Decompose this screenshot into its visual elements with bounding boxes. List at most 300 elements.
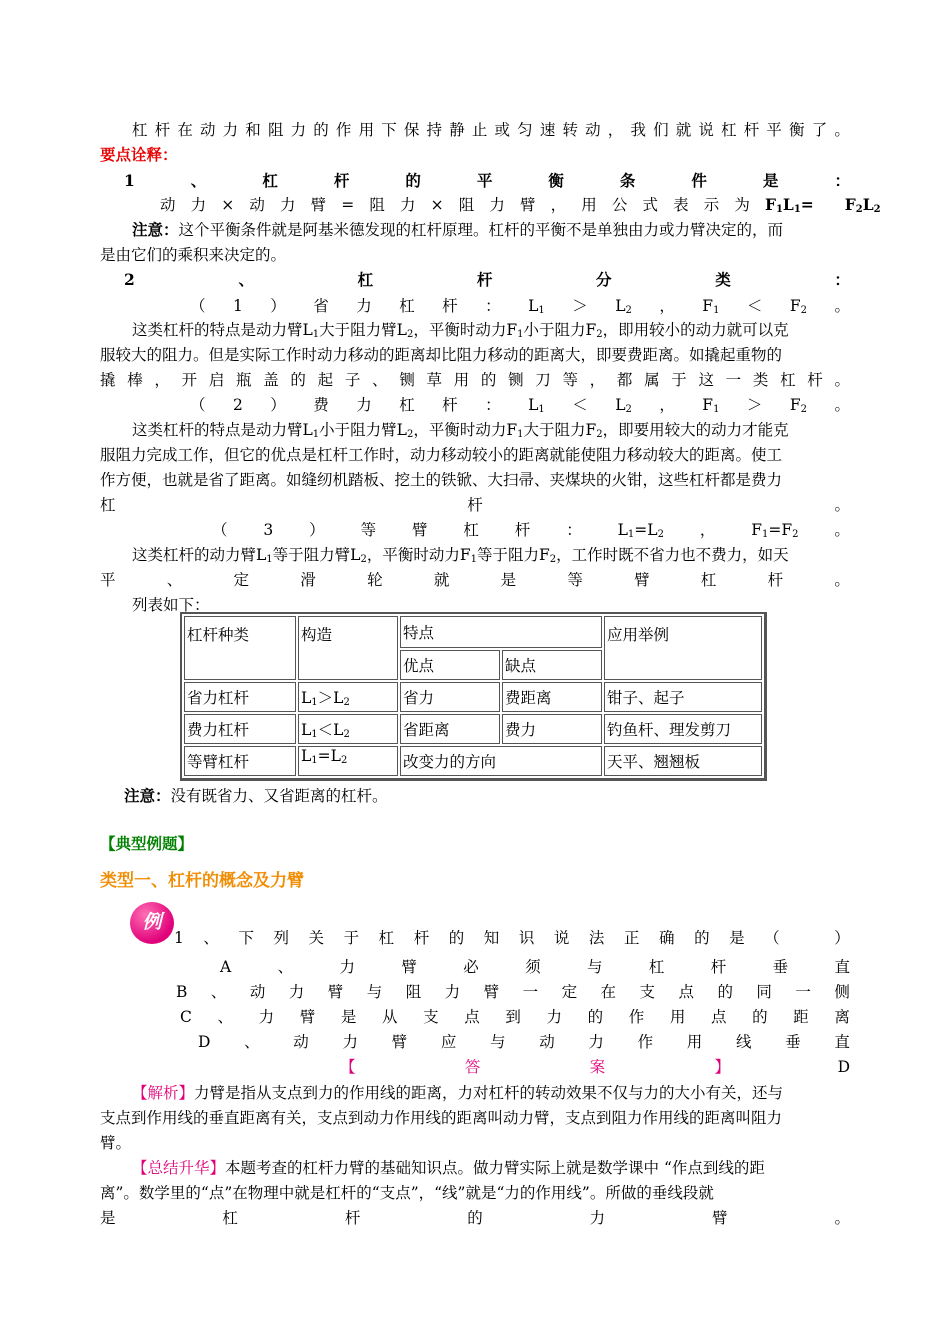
lever-table	[180, 612, 767, 781]
text-char: 法	[588, 929, 605, 947]
text-char: 的	[752, 1008, 768, 1026]
summary-label: 【总结升华】	[132, 1159, 226, 1177]
text-char: （	[190, 396, 206, 414]
text-char: 等	[360, 521, 377, 539]
answer-label	[340, 1055, 730, 1079]
text-char: 案	[589, 1058, 606, 1076]
text-char: 件	[691, 171, 707, 190]
text-char: $F_1$	[702, 297, 720, 316]
text-char: 垂	[785, 1033, 801, 1051]
text-char: ＜	[572, 396, 588, 414]
text-char: 是	[762, 171, 779, 190]
text-char: 杠	[132, 121, 148, 139]
header-app: 应用举例	[604, 616, 762, 680]
text-char: ）	[834, 929, 850, 947]
cell-dis: 费力	[502, 714, 602, 744]
option-c	[180, 1005, 850, 1029]
text-char: 须	[525, 958, 541, 976]
text-char: 示	[703, 196, 720, 214]
text-char: 支	[639, 983, 656, 1001]
text-char: 阻	[267, 121, 284, 139]
text-char: 杆	[442, 297, 458, 315]
table-intro: 列表如下：	[132, 596, 210, 614]
text-char: 们	[653, 121, 669, 139]
text-char: 】	[714, 1058, 730, 1076]
text-char: 杠	[357, 270, 374, 289]
text-char: 杆	[154, 121, 171, 139]
text-char: $L_2$	[615, 297, 632, 316]
text-char: A	[220, 958, 232, 976]
text-char: 这	[698, 371, 714, 389]
question-line	[174, 926, 850, 950]
text-char: 力	[444, 983, 461, 1001]
text-char: 在	[600, 983, 617, 1001]
text-char: 用	[669, 1008, 686, 1026]
text-char: （	[764, 929, 780, 947]
text-char: 平	[766, 121, 782, 139]
cell-adv: 省力	[400, 682, 500, 712]
text-char: ）	[270, 396, 286, 414]
class-3-desc-2	[100, 568, 850, 592]
text-char: 是	[500, 571, 517, 589]
text-char: 。	[834, 571, 850, 589]
text-char: 定	[233, 571, 250, 589]
text-char: 一	[795, 983, 811, 1001]
text-char: 属	[644, 371, 660, 389]
text-char: 和	[245, 121, 261, 139]
text-char: 止	[471, 121, 488, 139]
text-char: 列	[273, 929, 290, 947]
text-char: $F_1$	[702, 396, 720, 415]
text-char: 是	[340, 1008, 357, 1026]
text-char: ）	[309, 521, 325, 539]
text-char: 力	[399, 196, 416, 214]
note-label: 注意：	[124, 786, 171, 805]
text-char: 的	[448, 929, 465, 947]
cell-dis: 费距离	[502, 682, 602, 712]
section-title: 【典型例题】	[100, 834, 194, 853]
text-char: 阻	[369, 196, 385, 214]
text-char: 点	[678, 983, 694, 1001]
text-char: 杆	[807, 371, 823, 389]
text-char: 于	[343, 929, 360, 947]
text-char: 杠	[100, 496, 116, 514]
text-char: 距	[793, 1008, 809, 1026]
text-char: 杠	[399, 396, 415, 414]
text-char: 杠	[700, 571, 717, 589]
definition-text	[132, 118, 850, 142]
text-char: 离	[834, 1008, 850, 1026]
cell-struct: $L_1>L_2$	[298, 682, 398, 712]
text-char: 力	[589, 1209, 606, 1227]
text-char: 等	[562, 371, 578, 389]
note-1	[132, 218, 850, 242]
text-char: C	[180, 1008, 192, 1026]
note-label: 注意：	[132, 220, 179, 239]
text-char: 。	[834, 371, 850, 389]
analysis-label: 【解析】	[132, 1084, 195, 1102]
condition-heading	[124, 169, 850, 193]
text-char: 杠	[721, 121, 737, 139]
note-2	[124, 784, 874, 808]
text-char: 应	[440, 1033, 457, 1051]
text-char: 瓶	[236, 371, 252, 389]
option-a	[220, 955, 850, 979]
note-1-cont: 是由它们的乘积来决定的。	[100, 246, 287, 264]
text-char: 确	[659, 929, 675, 947]
text-char: 杆	[467, 496, 483, 514]
table-row	[184, 746, 762, 776]
text-char: 臂	[310, 196, 327, 214]
text-char: 从	[381, 1008, 398, 1026]
text-char: 直	[834, 1033, 850, 1051]
text-char: （	[212, 521, 228, 539]
text-char: D	[198, 1033, 211, 1051]
text-char: 臂	[483, 983, 500, 1001]
header-dis: 缺点	[502, 650, 602, 680]
text-char: 费	[313, 396, 329, 414]
cell-app: 钳子、起子	[604, 682, 762, 712]
text-char: 阻	[405, 983, 422, 1001]
text-char: 杠	[780, 371, 796, 389]
text-char: 臂	[712, 1209, 728, 1227]
text-char: ＞	[746, 396, 763, 414]
text-char: 1	[174, 929, 184, 947]
text-char: 转	[562, 121, 578, 139]
text-char: 力	[342, 1033, 358, 1051]
classification-heading	[124, 268, 850, 292]
formula-left: $F_1L_1=$	[764, 195, 814, 215]
text-char: $L_1$	[528, 396, 545, 415]
text-char: 力	[489, 196, 505, 214]
header-feature: 特点	[400, 616, 602, 648]
text-char: 下	[238, 929, 254, 947]
text-char: 点	[464, 1008, 480, 1026]
text-char: 识	[518, 929, 535, 947]
class-2-desc-2: 服阻力完成工作，但它的优点是杠杆工作时，动力移动较小的距离就能使阻力移动较大的距离。使工	[100, 446, 783, 464]
text-char: 杆	[413, 929, 430, 947]
text-char: （	[190, 297, 206, 315]
text-char: 匀	[517, 121, 533, 139]
text-char: B	[176, 983, 188, 1001]
text-char: 保	[403, 121, 420, 139]
text-char: ：	[834, 270, 850, 289]
text-char: 、	[166, 571, 183, 589]
text-char: 1	[124, 171, 135, 190]
text-char: $L_1$	[528, 297, 545, 316]
text-char: 用	[358, 121, 375, 139]
text-char: 力	[356, 396, 372, 414]
text-char: 动	[249, 196, 265, 214]
analysis-3: 臂。	[100, 1134, 132, 1152]
text-char: 棒	[127, 371, 143, 389]
example-badge-icon: 例	[130, 902, 174, 944]
cell-app: 天平、翘翘板	[604, 746, 762, 776]
text-char: 力	[339, 958, 355, 976]
text-char: 与	[490, 1033, 506, 1051]
text-char: ：	[485, 396, 501, 414]
text-char: 撬	[100, 371, 116, 389]
text-char: 定	[561, 983, 578, 1001]
text-char: 、	[244, 1033, 260, 1051]
text-char: ，	[659, 396, 675, 414]
text-char: 就	[433, 571, 450, 589]
text-char: ，	[607, 121, 624, 139]
text-char: 的	[290, 371, 306, 389]
text-char: 启	[208, 371, 225, 389]
text-char: 类	[752, 371, 769, 389]
text-char: $L_2$	[615, 396, 632, 415]
text-char: 铡	[399, 371, 415, 389]
text-char: 。	[834, 1209, 850, 1227]
text-char: 速	[539, 121, 556, 139]
text-char: 是	[100, 1209, 116, 1227]
text-char: 了	[811, 121, 828, 139]
text-char: ）	[270, 297, 286, 315]
note-2-text: 没有既省力、又省距离的杠杆。	[170, 787, 388, 805]
text-char: 直	[834, 958, 850, 976]
summary-2: 离”。数学里的“点”在物理中就是杠杆的“支点”，“线”就是“力的作用线”。所做的垂线段就	[100, 1184, 714, 1202]
text-char: 盖	[263, 371, 279, 389]
formula-text	[160, 193, 750, 217]
text-char: 表	[673, 196, 689, 214]
text-char: 、	[217, 1008, 233, 1026]
text-char: ，	[154, 371, 170, 389]
text-char: 与	[586, 958, 603, 976]
text-char: 。	[834, 121, 850, 139]
text-char: 2	[124, 270, 135, 289]
text-char: 知	[483, 929, 500, 947]
text-char: 式	[642, 196, 658, 214]
text-char: 杆	[743, 121, 760, 139]
class-1-desc-3	[100, 368, 850, 392]
text-char: 起	[317, 371, 334, 389]
text-char: 力	[290, 121, 307, 139]
text-char: 铡	[508, 371, 524, 389]
text-char: 。	[834, 297, 850, 315]
cell-type: 等臂杠杆	[184, 746, 296, 776]
text-char: 1	[232, 297, 243, 315]
text-char: 的	[717, 983, 733, 1001]
text-char: 平	[100, 571, 116, 589]
class-1-desc-2: 服较大的阻力。但是实际工作时动力移动的距离却比阻力移动的距离大，即要费距离。如撬起重物的	[100, 346, 783, 364]
text-char: 用	[686, 1033, 703, 1051]
text-char: ：	[834, 171, 850, 190]
cell-adv: 省距离	[400, 714, 500, 744]
text-char: 杆	[476, 270, 493, 289]
key-points-title: 要点诠释：	[100, 145, 178, 164]
text-char: ×	[221, 196, 235, 214]
text-char: 、	[277, 958, 294, 976]
text-char: 点	[710, 1008, 727, 1026]
analysis-1	[132, 1081, 850, 1105]
text-char: 作	[637, 1033, 654, 1051]
header-adv: 优点	[400, 650, 500, 680]
text-char: 于	[671, 371, 687, 389]
text-char: 、	[190, 171, 207, 190]
text-char: ，	[550, 196, 567, 214]
text-char: 草	[426, 371, 442, 389]
formula-right: $F_2L_2$	[844, 195, 881, 215]
text-char: 开	[181, 371, 198, 389]
answer-line	[340, 1055, 850, 1079]
text-char: 答	[464, 1058, 481, 1076]
text-char: ：	[566, 521, 582, 539]
text-char: ，	[659, 297, 675, 315]
text-char: ＜	[746, 297, 763, 315]
text-char: 杠	[399, 297, 415, 315]
table-row	[184, 682, 762, 712]
text-char: 臂	[411, 521, 428, 539]
text-char: 与	[366, 983, 383, 1001]
text-char: 类	[715, 270, 731, 289]
text-char: 、	[203, 929, 219, 947]
analysis-text: 力臂是指从支点到力的作用线的距离，力对杠杆的转动效果不仅与力的大小有关，还与	[194, 1084, 784, 1102]
text-char: 条	[619, 171, 636, 190]
text-char: 动	[199, 121, 216, 139]
summary-3	[100, 1206, 850, 1230]
cell-app: 钓鱼杆、理发剪刀	[604, 714, 762, 744]
text-char: 力	[190, 196, 207, 214]
text-char: 静	[449, 121, 465, 139]
text-char: 等	[567, 571, 583, 589]
text-char: 的	[467, 1209, 483, 1227]
text-char: 的	[480, 371, 497, 389]
text-char: 说	[698, 121, 714, 139]
summary-text: 本题考查的杠杆力臂的基础知识点。做力臂实际上就是数学课中 “作点到线的距	[225, 1159, 765, 1177]
text-char: 到	[505, 1008, 521, 1026]
text-char: 的	[313, 121, 329, 139]
text-char: 臂	[391, 1033, 408, 1051]
text-char: 。	[834, 521, 850, 539]
cell-feature: 改变力的方向	[400, 746, 602, 776]
text-char: 、	[210, 983, 227, 1001]
text-char: 力	[588, 1033, 604, 1051]
text-char: 动	[539, 1033, 555, 1051]
text-char: 就	[675, 121, 692, 139]
summary-1	[132, 1156, 850, 1180]
text-char: 子	[344, 371, 361, 389]
text-char: $F_1=F_2$	[751, 521, 799, 540]
text-char: ，	[699, 521, 716, 539]
text-char: 。	[834, 396, 850, 414]
header-type: 杠杆种类	[184, 616, 296, 680]
text-char: 杠	[648, 958, 665, 976]
text-char: 力	[222, 121, 239, 139]
text-char: 。	[834, 496, 850, 514]
text-char: 公	[611, 196, 628, 214]
text-char: 、	[238, 270, 254, 289]
text-char: 杆	[333, 171, 350, 190]
text-char: 或	[494, 121, 511, 139]
text-char: ：	[485, 297, 501, 315]
text-char: 力	[258, 1008, 275, 1026]
text-char: 持	[426, 121, 443, 139]
text-char: 一	[522, 983, 539, 1001]
text-char: 杠	[222, 1209, 238, 1227]
text-char: 杆	[710, 958, 727, 976]
text-char: 力	[288, 983, 305, 1001]
text-char: 臂	[519, 196, 536, 214]
text-char: 用	[581, 196, 597, 214]
table-row	[184, 714, 762, 744]
text-char: 侧	[834, 983, 850, 1001]
text-char: 动	[293, 1033, 309, 1051]
cell-type: 省力杠杆	[184, 682, 296, 712]
cell-struct: $L_1=L_2$	[298, 746, 398, 776]
text-char: 动	[160, 196, 176, 214]
text-char: 关	[308, 929, 325, 947]
text-char: 动	[585, 121, 601, 139]
text-char: 臂	[634, 571, 650, 589]
text-char: 是	[729, 929, 745, 947]
text-char: 衡	[789, 121, 805, 139]
text-char: 为	[734, 196, 750, 214]
text-char: 说	[553, 929, 570, 947]
text-char: 的	[405, 171, 421, 190]
text-char: 一	[725, 371, 742, 389]
header-struct: 构造	[298, 616, 398, 680]
text-char: 杆	[514, 521, 531, 539]
text-char: $F_2$	[789, 396, 807, 415]
class-2-desc-1: 这类杠杆的特点是动力臂$L_1$小于阻力臂$L_2$，平衡时动力$F_1$大于阻力$F_2$，即要用较大的动力才能克	[132, 421, 789, 440]
text-char: 作	[628, 1008, 645, 1026]
text-char: 力	[546, 1008, 562, 1026]
text-char: 都	[616, 371, 633, 389]
text-char: 衡	[548, 171, 564, 190]
text-char: 【	[340, 1058, 356, 1076]
text-char: 同	[756, 983, 772, 1001]
text-char: 杠	[262, 171, 278, 190]
text-char: 垂	[772, 958, 789, 976]
text-char: 的	[587, 1008, 604, 1026]
text-char: 平	[476, 171, 493, 190]
text-char: 线	[735, 1033, 752, 1051]
class-2-desc-3: 作方便，也就是省了距离。如缝纫机踏板、挖土的铁锨、大扫帚、夹煤块的火钳，这些杠杆都是费力	[100, 471, 783, 489]
type-title: 类型一、杠杆的概念及力臂	[100, 871, 304, 891]
text-char: 作	[335, 121, 352, 139]
text-char: 杆	[344, 1209, 361, 1227]
text-char: 我	[630, 121, 646, 139]
text-char: 分	[596, 270, 612, 289]
class-2-desc-4	[100, 493, 850, 517]
text-char: 正	[623, 929, 640, 947]
text-char: 下	[381, 121, 397, 139]
text-char: 杠	[463, 521, 479, 539]
option-b	[176, 980, 850, 1004]
analysis-2: 支点到作用线的垂直距离有关，支点到动力作用线的距离叫动力臂，支点到阻力作用线的距离叫阻力	[100, 1109, 783, 1127]
text-char: ＞	[572, 297, 588, 315]
class-1-desc-1: 这类杠杆的特点是动力臂$L_1$大于阻力臂$L_2$，平衡时动力$F_1$小于阻力$F_2$，即用较小的动力就可以克	[132, 321, 789, 340]
text-char: 滑	[300, 571, 316, 589]
text-char: 省	[313, 297, 329, 315]
text-char: 臂	[299, 1008, 316, 1026]
text-char: 3	[263, 521, 274, 539]
text-char: 杆	[767, 571, 784, 589]
text-char: 杠	[378, 929, 395, 947]
text-char: 刀	[535, 371, 551, 389]
text-char: 的	[694, 929, 710, 947]
text-char: 动	[249, 983, 266, 1001]
text-char: 杆	[442, 396, 458, 414]
text-char: 支	[423, 1008, 439, 1026]
option-d	[198, 1030, 850, 1054]
text-char: 力	[279, 196, 296, 214]
text-char: 臂	[401, 958, 417, 976]
cell-type: 费力杠杆	[184, 714, 296, 744]
text-char: 力	[356, 297, 372, 315]
paragraph-definition	[132, 118, 850, 142]
